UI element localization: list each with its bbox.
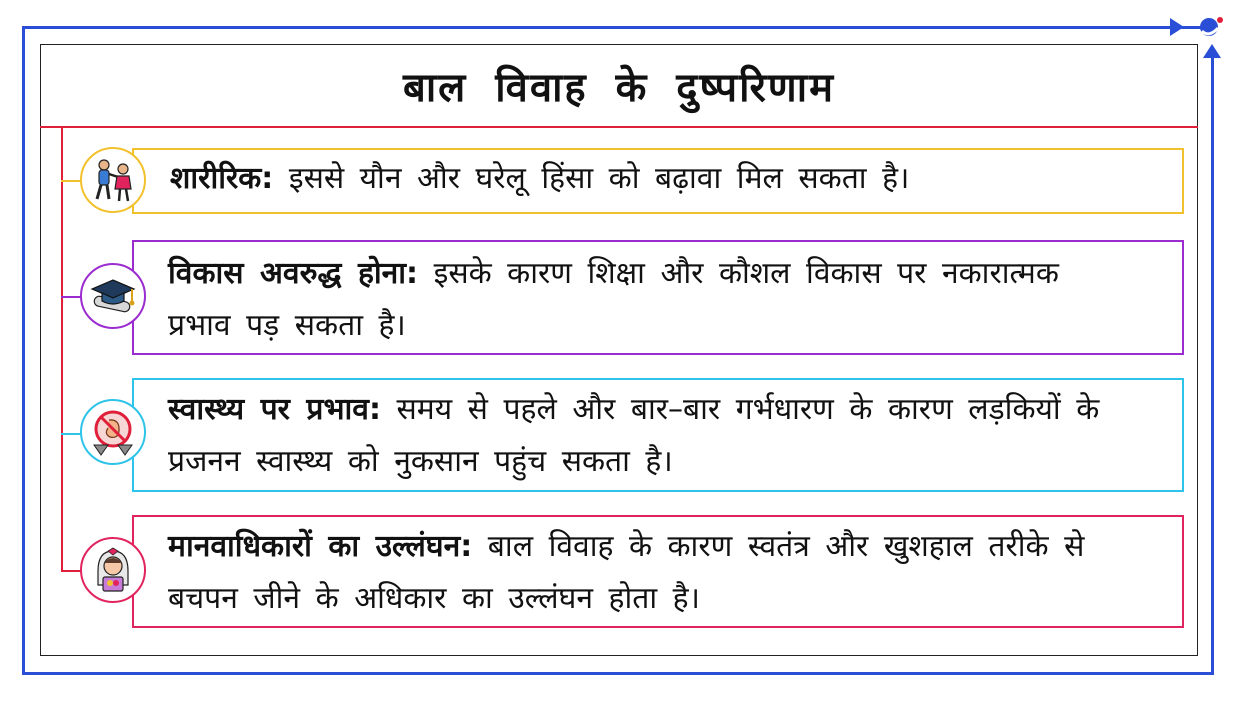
child-bride-icon bbox=[80, 537, 146, 603]
graduation-cap-icon bbox=[80, 263, 146, 329]
connector-spine bbox=[61, 128, 63, 572]
diagram-title: बाल विवाह के दुष्परिणाम bbox=[402, 64, 836, 111]
brand-logo-icon bbox=[1196, 14, 1224, 40]
consequence-card-human-rights bbox=[132, 515, 1184, 628]
card-label: शारीरिक: bbox=[170, 161, 274, 196]
card-label: मानवाधिकारों का उल्लंघन: bbox=[168, 529, 473, 564]
arrow-up-icon bbox=[1203, 44, 1221, 58]
domestic-violence-icon bbox=[80, 147, 146, 213]
outer-frame-right-edge bbox=[1211, 50, 1214, 675]
card-text: समय से पहले और बार–बार गर्भधारण के कारण लड़कियों के प्रजनन स्वास्थ्य को नुकसान पहुंच सकता है। bbox=[168, 392, 1100, 479]
pregnancy-health-icon bbox=[80, 399, 146, 465]
card-label: विकास अवरुद्ध होना: bbox=[168, 256, 419, 291]
card-text: इससे यौन और घरेलू हिंसा को बढ़ावा मिल सकता है। bbox=[273, 161, 910, 196]
consequence-card-physical bbox=[132, 148, 1184, 214]
card-text: बाल विवाह के कारण स्वतंत्र और खुशहाल तरीके से बचपन जीने के अधिकार का उल्लंघन होता है। bbox=[168, 529, 1085, 616]
arrow-right-icon bbox=[1170, 18, 1184, 36]
title-bar bbox=[40, 44, 1198, 128]
consequence-card-development bbox=[132, 240, 1184, 355]
card-text: इसके कारण शिक्षा और कौशल विकास पर नकारात्मक प्रभाव पड़ सकता है। bbox=[168, 256, 1059, 343]
consequence-card-health bbox=[132, 378, 1184, 492]
card-label: स्वास्थ्य पर प्रभाव: bbox=[168, 392, 381, 427]
